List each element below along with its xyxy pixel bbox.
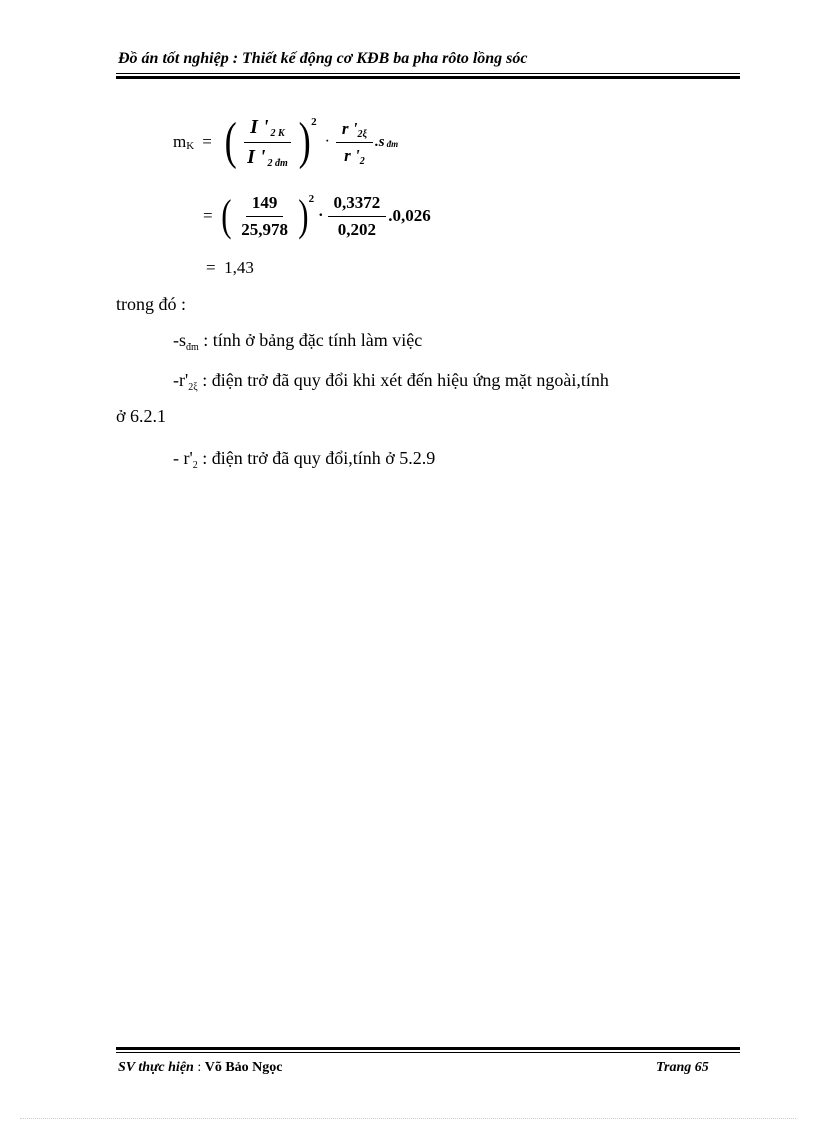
slip-value: .0,026 [388,206,431,225]
footer-author-label: SV thực hiện [118,1060,194,1075]
formula-line-1 [173,102,398,182]
header-rule-thick [116,76,740,79]
formula-equals: = [203,206,213,225]
fraction-numerator: 149 [246,193,284,217]
fraction-denominator [338,143,371,166]
multiply-dot: · [318,207,324,224]
header-rule-thin [116,73,740,74]
fraction-denominator: 25,978 [241,219,288,239]
fraction-resistance-ratio [336,119,373,166]
numerator-sub: 2ξ [357,128,367,140]
slip-symbol: .s [374,133,385,150]
numerator-sub: 2 K [270,127,285,139]
item-text: : điện trở đã quy đổi khi xét đến hiệu ứng mặt ngoài,tính [197,370,609,390]
fraction-current-ratio [241,116,294,169]
fraction-denominator [241,143,294,169]
multiply-dot: · [324,133,330,150]
item-sub: 2 [192,460,198,471]
formula-lhs [173,132,194,152]
slip-sub: đm [386,139,399,149]
paren-right: ) [298,113,311,170]
denominator-sub: 2 [359,155,365,167]
trong-do-label: trong đó : [116,294,186,314]
page-bottom-dotted-line [20,1118,796,1119]
exponent: 2 [308,193,315,205]
denominator-sub: 2 đm [267,157,288,169]
numerator-symbol: r ' [341,118,358,138]
fraction-numeric-resistance [328,193,387,240]
formula-equals: = [202,132,212,151]
fraction-numeric-current [235,193,294,240]
paren-left: ( [220,191,232,240]
item-text: : tính ở bảng đặc tính làm việc [198,330,423,350]
item-symbol: -s [173,330,186,350]
fraction-numerator [244,116,291,143]
explanation-item-r2xi [173,370,609,391]
footer-page-number: Trang 65 [656,1060,709,1075]
fraction-numerator [336,119,373,143]
item-text: : điện trở đã quy đổi,tính ở 5.2.9 [197,448,436,468]
fraction-denominator: 0,202 [337,219,376,239]
denominator-symbol: r ' [344,145,360,165]
formula-lhs-m: m [173,132,187,151]
footer-author-separator: : [193,1060,205,1075]
paren-left: ( [224,113,237,170]
paren-right: ) [298,191,309,240]
item-sub: đm [186,342,199,353]
formula-lhs-sub: K [186,140,195,152]
numerator-symbol: I ' [250,115,269,138]
explanation-item-r2xi-continued: ở 6.2.1 [116,406,167,426]
item-sub: 2ξ [188,382,198,393]
fraction-numerator: 0,3372 [328,193,387,217]
footer-author-name: Võ Bảo Ngọc [204,1060,283,1075]
formula-line-2 [203,188,431,244]
footer-rule-thin [116,1052,740,1053]
denominator-symbol: I ' [247,145,266,168]
formula-result: = 1,43 [206,258,254,277]
document-header-title: Đồ án tốt nghiệp : Thiết kế động cơ KĐB ba pha rôto lồng sóc [118,50,528,67]
item-symbol: -r' [173,370,189,390]
item-symbol: - r' [173,448,193,468]
explanation-item-slip [173,330,422,351]
exponent: 2 [311,116,317,128]
explanation-item-r2 [173,448,435,469]
footer-rule-thick [116,1047,740,1050]
footer-author [118,1060,283,1076]
